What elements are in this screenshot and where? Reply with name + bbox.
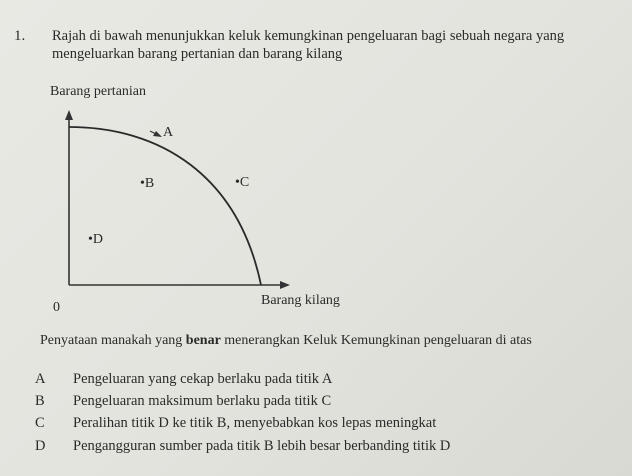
question-text-line1: Rajah di bawah menunjukkan keluk kemungkinan pengeluaran bagi sebuah negara yang: [52, 28, 565, 44]
point-b-label: •B: [140, 176, 155, 191]
option-a-letter[interactable]: A: [35, 371, 46, 387]
question-number: 1.: [14, 28, 26, 44]
prompt-bold-word: benar: [185, 333, 221, 348]
option-b-letter[interactable]: B: [35, 393, 45, 409]
question-prompt: [40, 333, 532, 349]
prompt-after: menerangkan Keluk Kemungkinan pengeluaran di atas: [220, 333, 532, 348]
prompt-before: Penyataan manakah yang: [40, 333, 186, 348]
option-a-text[interactable]: Pengeluaran yang cekap berlaku pada titik A: [73, 371, 333, 387]
question-text-line2: mengeluarkan barang pertanian dan barang kilang: [52, 46, 343, 62]
option-b-text[interactable]: Pengeluaran maksimum berlaku pada titik C: [73, 393, 332, 409]
x-axis-arrow: [280, 281, 290, 289]
option-c-letter[interactable]: C: [35, 415, 45, 431]
y-axis-label: Barang pertanian: [50, 84, 147, 99]
point-c-label: •C: [235, 175, 250, 190]
option-d-letter[interactable]: D: [35, 438, 46, 454]
x-axis-label: Barang kilang: [261, 293, 340, 308]
origin-label: 0: [53, 300, 60, 315]
point-a-label: A: [163, 125, 174, 140]
ppc-curve: [69, 127, 261, 285]
option-d-text[interactable]: Pengangguran sumber pada titik B lebih besar berbanding titik D: [73, 438, 451, 454]
point-d-label: •D: [88, 232, 104, 247]
y-axis-arrow: [65, 110, 73, 120]
option-c-text[interactable]: Peralihan titik D ke titik B, menyebabkan kos lepas meningkat: [73, 415, 437, 431]
point-a-pointer-head: [153, 131, 162, 137]
